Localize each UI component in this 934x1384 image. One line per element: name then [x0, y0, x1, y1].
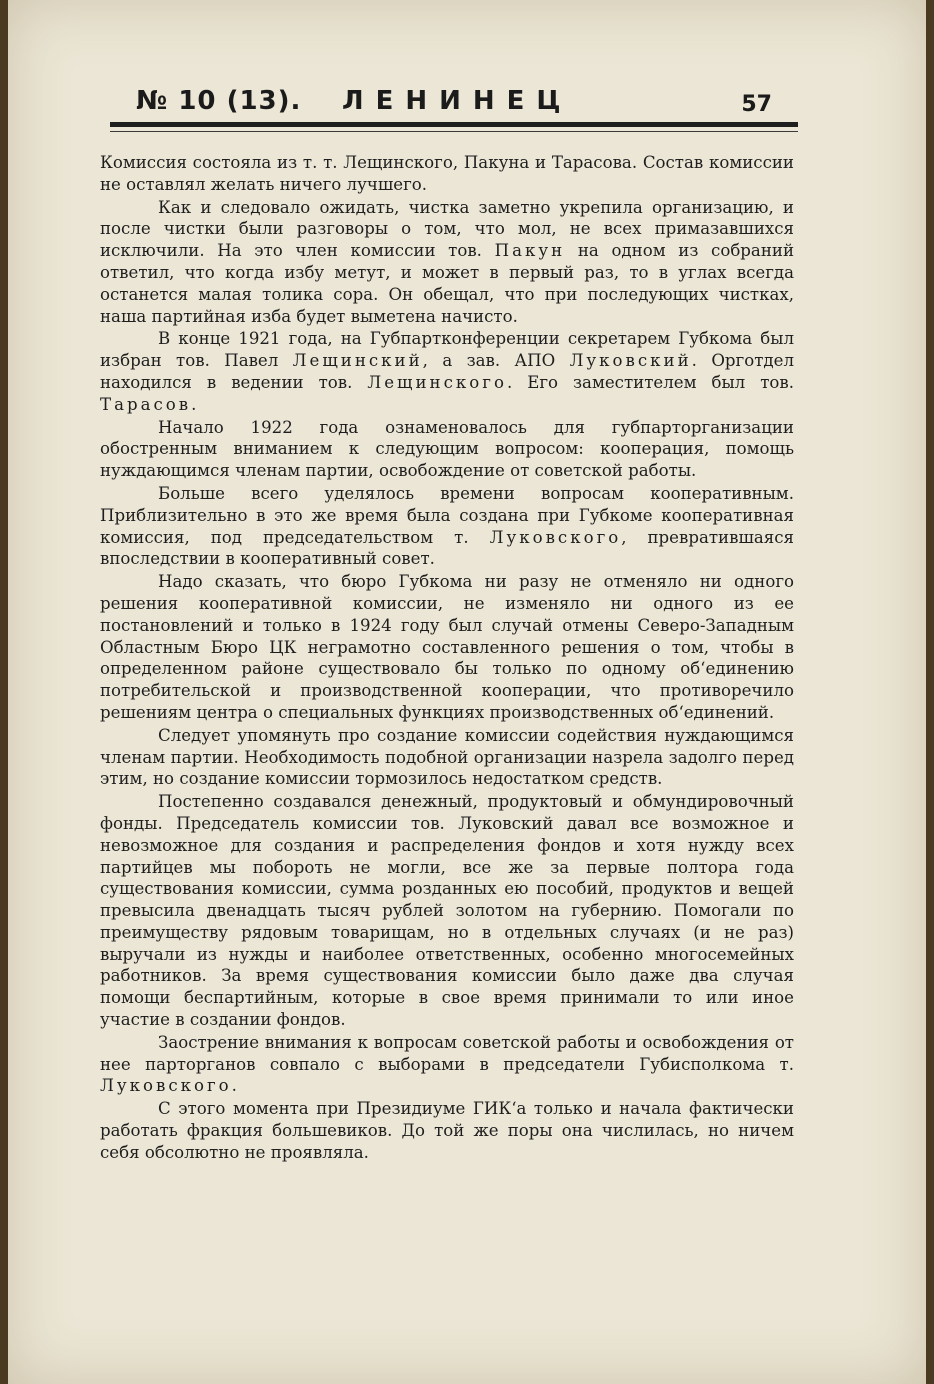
paragraph — [100, 197, 794, 328]
text-run: Следует упомянуть про создание комиссии содействия нуждающимся членам партии. Необходимость подобной организации назрела задолго перед этим, но создание комиссии тормозилось недостатком средств. — [100, 725, 794, 789]
document-page — [8, 0, 926, 1384]
text-run: Как и следовало ожидать, чистка заметно укрепила организацию, и после чистки были разговоры о том, что мол, не всех примазавшихся исключили. На это член комиссии тов. — [100, 197, 794, 261]
paragraph — [100, 791, 794, 1031]
text-run: Постепенно создавался денежный, продуктовый и обмундировочный фонды. Председатель комиссии тов. Луковский давал все возможное и невозможное для создания и распределения фондов и хотя нужду всех партийцев мы побороть не могли, все же за первые полтора года существования комиссии, сумма розданных ею пособий, продуктов и вещей превысила двенадцать тысяч рублей золотом на губернию. Помогали по преимуществу рядовым товарищам, но в отдельных случаях (и не раз) выручали из нужды и наиболее ответственных, особенно многосемейных работников. За время существования комиссии было даже два случая помощи беспартийным, которые в свое время принимали то или иное участие в создании фондов. — [100, 792, 794, 1030]
text-run: Надо сказать, что бюро Губкома ни разу не отменяло ни одного решения кооперативной комиссии, не изменяло ни одного из ее постановлений и только в 1924 году был случай отмены Северо-Западным Областным Бюро ЦК неграмотно составленного решения о том, чтобы в определенном районе существовало бы только по одному об‘единению потребительской и производственной кооперации, что противоречило решениям центра о специальных функциях производственных об‘единений. — [100, 572, 794, 722]
paragraph — [100, 1098, 794, 1163]
body-text — [100, 152, 794, 1164]
paragraph — [100, 328, 794, 415]
text-run: В конце 1921 года, на Губпартконференции секретарем Губкома был избран тов. Павел — [100, 329, 794, 371]
paragraph — [100, 1032, 794, 1097]
header-rule — [110, 122, 798, 127]
spaced-name: Лещинский — [292, 351, 423, 371]
text-run: . — [231, 1076, 237, 1096]
text-run: на одном из собраний ответил, что когда избу метут, и может в первый раз, то в углах всегда останется малая толика сора. Он обещал, что при последующих чистках, наша партийная изба будет выметена начисто. — [100, 241, 794, 326]
spaced-name: Луковского — [489, 527, 622, 547]
paragraph — [100, 152, 794, 196]
header-rule-thin — [110, 131, 798, 132]
text-run: Начало 1922 года ознаменовалось для губпарторганизации обостренным вниманием к следующим вопросом: кооперация, помощь нуждающимся членам партии, освобождение от советской работы. — [100, 417, 794, 481]
text-run: , а зав. АПО — [422, 351, 570, 371]
spaced-name: Пакун — [494, 241, 566, 261]
text-run: . Орготдел находился в ведении тов. — [100, 351, 794, 392]
paragraph — [100, 483, 794, 570]
text-run: Больше всего уделялось времени вопросам кооперативным. Приблизительно в это же время была создана при Губкоме кооперативная комиссия, под председательством т. — [100, 483, 794, 547]
spaced-name: Луковский — [569, 351, 692, 371]
text-run: Комиссия состояла из т. т. Лещинского, Пакуна и Тарасова. Состав комиссии не оставлял желать ничего лучшего. — [100, 153, 794, 194]
text-run: . Его заместителем был тов. — [506, 372, 794, 392]
page-number: 57 — [741, 92, 772, 117]
spaced-name: Тарасов — [100, 394, 192, 414]
text-run: . — [191, 394, 197, 414]
issue-number: № 10 (13). — [136, 86, 302, 116]
text-run: Заострение внимания к вопросам советской работы и освобождения от нее парторганов совпало с выборами в председатели Губисполкома т. — [100, 1032, 794, 1074]
running-header — [136, 86, 772, 126]
paragraph — [100, 417, 794, 482]
spaced-name: Лещинского — [367, 372, 507, 392]
paragraph — [100, 571, 794, 724]
text-run: , превратившаяся впоследствии в кооперативный совет. — [100, 527, 794, 569]
paragraph — [100, 725, 794, 790]
spaced-name: Луковского — [100, 1076, 232, 1096]
text-run: С этого момента при Президиуме ГИК‘а только и начала фактически работать фракция большевиков. До той же поры она числилась, но ничем себя обсолютно не проявляла. — [100, 1099, 794, 1162]
journal-title: ЛЕНИНЕЦ — [342, 86, 573, 116]
